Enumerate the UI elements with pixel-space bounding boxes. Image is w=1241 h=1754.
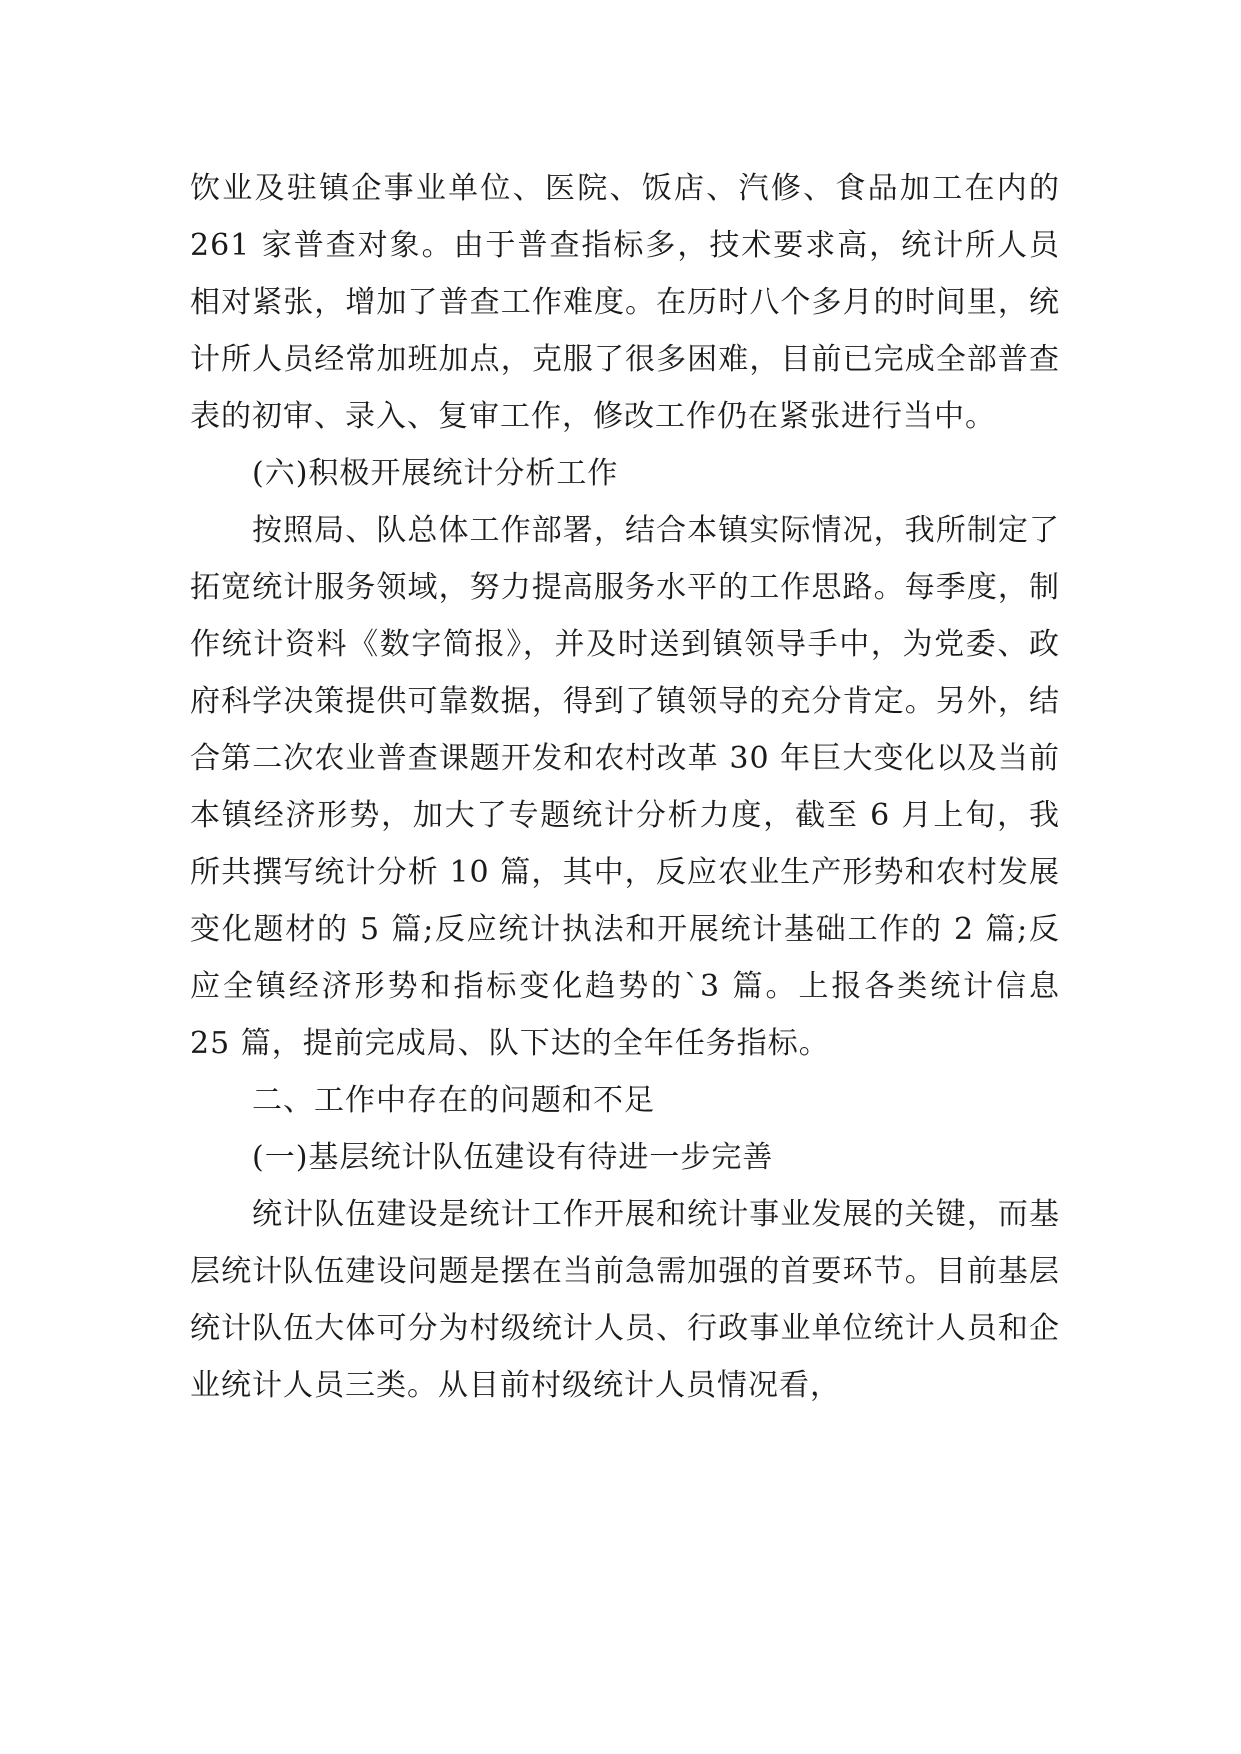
paragraph-statistical-analysis: 按照局、队总体工作部署，结合本镇实际情况，我所制定了拓宽统计服务领域，努力提高服务水平的工作思路。每季度，制作统计资料《数字简报》，并及时送到镇领导手中，为党委、政府科学决策提供可靠数据，得到了镇领导的充分肯定。另外，结合第二次农业普查课题开发和农村改革 30 年巨大变化以及当前本镇经济形势，加大了专题统计分析力度，截至 6 月上旬，我所共撰写统计分析 10 篇，其中，反应农业生产形势和农村发展变化题材的 5 篇;反应统计执法和开展统计基础工作的 2 篇;反应全镇经济形势和指标变化趋势的`3 篇。上报各类统计信息 25 篇，提前完成局、队下达的全年任务指标。 <box>190 513 1060 1061</box>
document-body <box>190 160 1060 1414</box>
paragraph-team-building: 统计队伍建设是统计工作开展和统计事业发展的关键，而基层统计队伍建设问题是摆在当前急需加强的首要环节。目前基层统计队伍大体可分为村级统计人员、行政事业单位统计人员和企业统计人员三类。从目前村级统计人员情况看， <box>190 1197 1060 1403</box>
paragraph-continuation: 饮业及驻镇企事业单位、医院、饭店、汽修、食品加工在内的 261 家普查对象。由于普查指标多，技术要求高，统计所人员相对紧张，增加了普查工作难度。在历时八个多月的时间里，统计所人员经常加班加点，克服了很多困难，目前已完成全部普查表的初审、录入、复审工作，修改工作仍在紧张进行当中。 <box>190 171 1060 434</box>
section-heading-problems: 二、工作中存在的问题和不足 <box>252 1083 655 1118</box>
subsection-heading-one: (一)基层统计队伍建设有待进一步完善 <box>252 1140 774 1175</box>
section-heading-six: (六)积极开展统计分析工作 <box>252 456 619 491</box>
